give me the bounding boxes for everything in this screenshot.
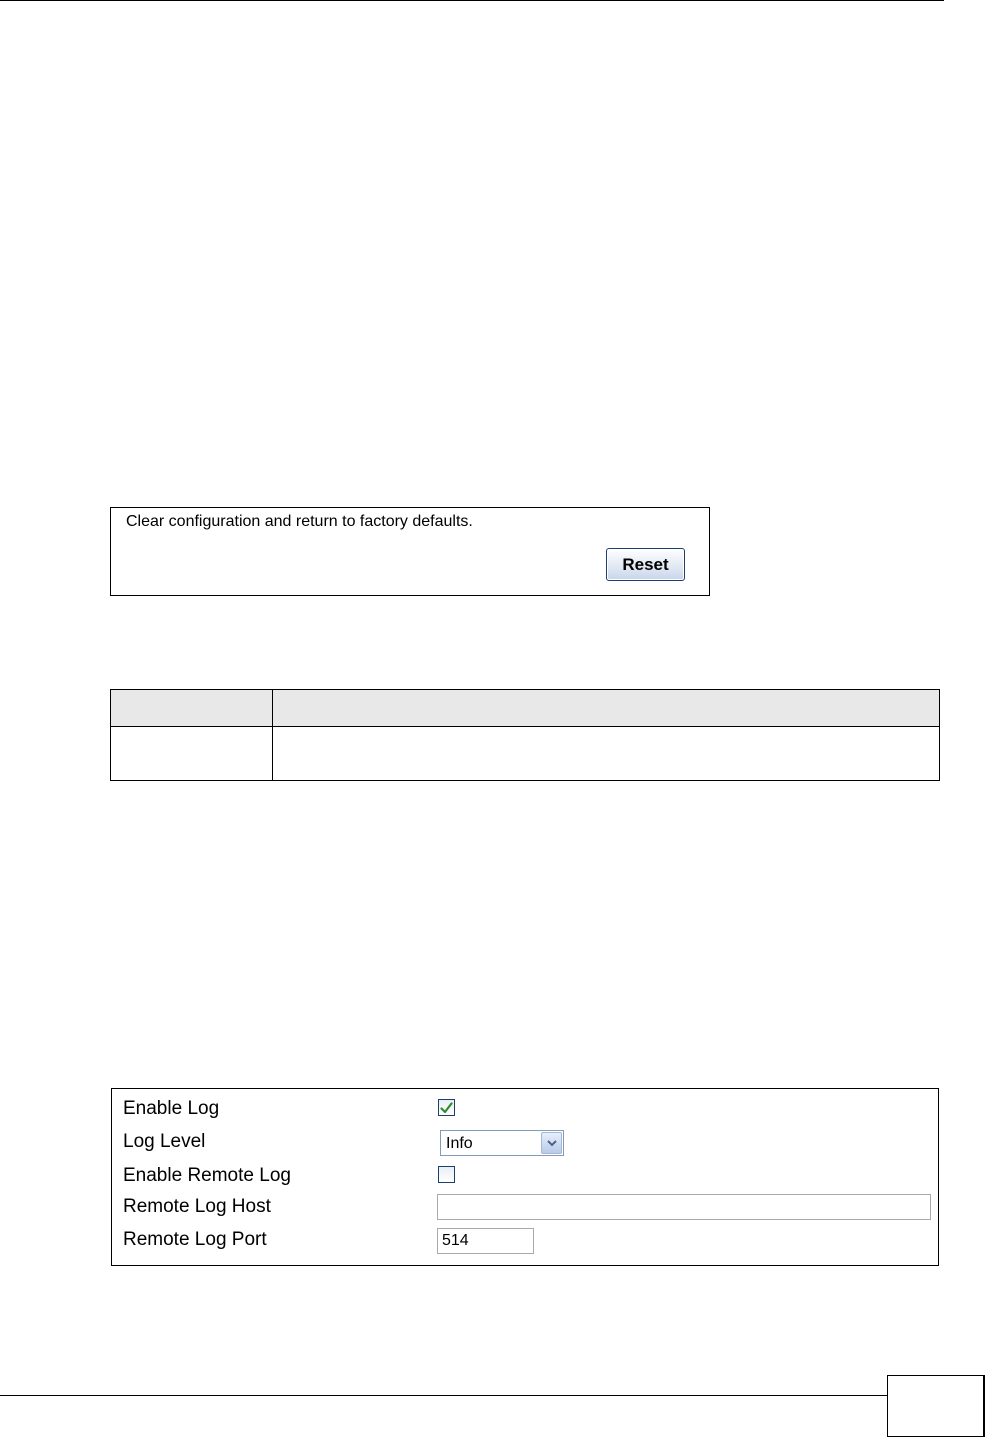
remote-log-port-input[interactable]	[437, 1228, 534, 1254]
remote-log-host-label: Remote Log Host	[123, 1196, 271, 1217]
table-row	[111, 727, 940, 781]
enable-remote-log-label: Enable Remote Log	[123, 1165, 291, 1186]
reset-description: Clear configuration and return to factory defaults.	[126, 513, 473, 530]
header-rule	[0, 0, 944, 1]
table-cell-label	[111, 727, 273, 781]
table-cell-description	[273, 727, 940, 781]
table-header-label	[111, 690, 273, 727]
field-description-table	[110, 689, 940, 781]
footer-rule	[0, 1395, 887, 1396]
reset-button[interactable]: Reset	[606, 548, 685, 581]
remote-log-host-input[interactable]	[437, 1194, 931, 1220]
dropdown-arrow-button[interactable]	[541, 1132, 562, 1154]
chevron-down-icon	[547, 1140, 557, 1147]
log-level-value: Info	[446, 1135, 473, 1152]
enable-log-label: Enable Log	[123, 1098, 220, 1119]
page-number-box	[887, 1375, 985, 1437]
enable-log-checkbox[interactable]	[438, 1099, 455, 1116]
log-level-select[interactable]	[440, 1130, 564, 1156]
enable-remote-log-checkbox[interactable]	[438, 1166, 455, 1183]
table-header-row	[111, 690, 940, 727]
remote-log-port-label: Remote Log Port	[123, 1229, 267, 1250]
log-level-label: Log Level	[123, 1131, 206, 1152]
log-settings-panel	[111, 1088, 939, 1266]
table-header-description	[273, 690, 940, 727]
reset-panel	[110, 507, 710, 596]
check-icon	[440, 1102, 453, 1114]
